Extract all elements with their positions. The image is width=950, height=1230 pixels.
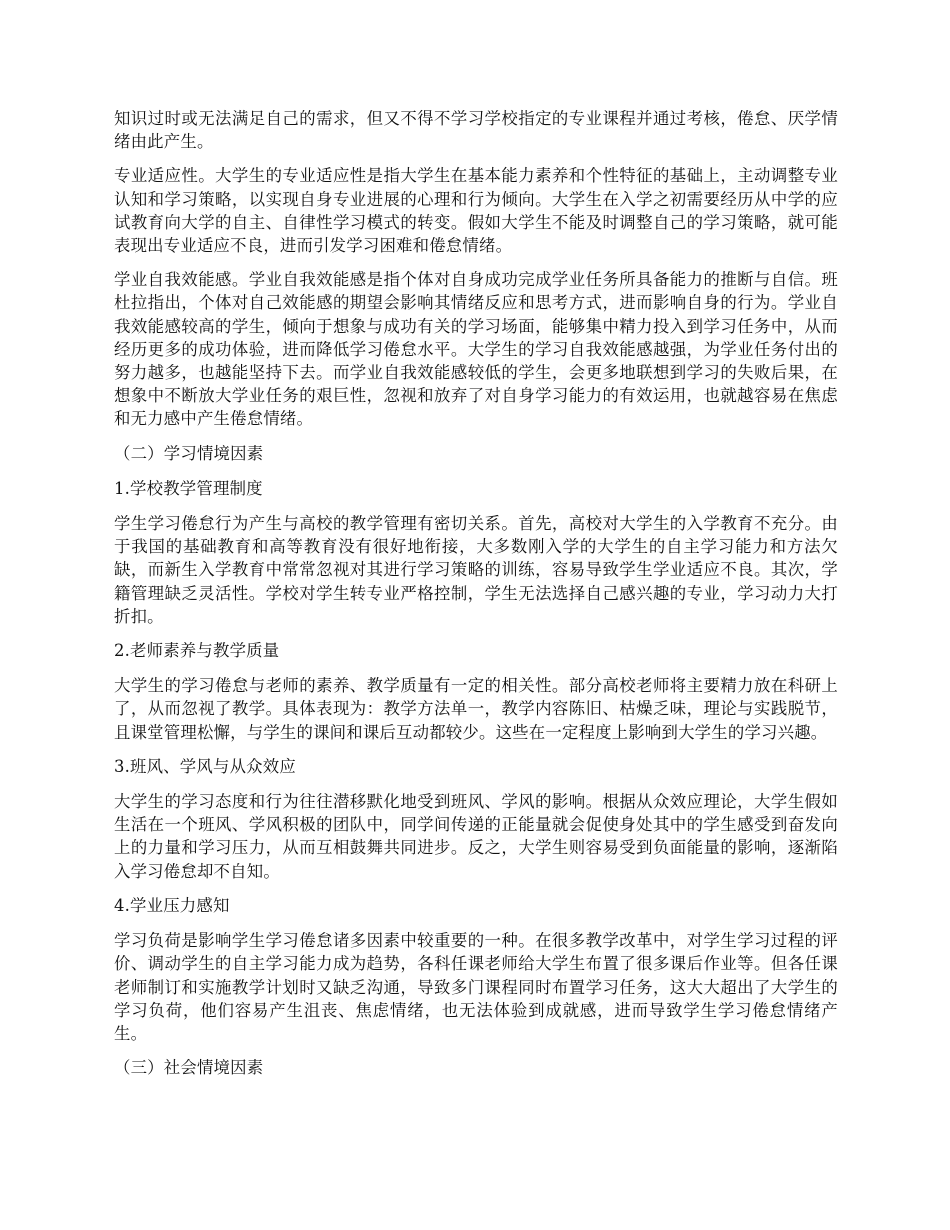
paragraph-teacher-quality: 大学生的学习倦怠与老师的素养、教学质量有一定的相关性。部分高校老师将主要精力放在科研上了，从而忽视了教学。具体表现为：教学方法单一，教学内容陈旧、枯燥乏味，理论与实践脱节，且课堂管理松懈，与学生的课间和课后互动都较少。这些在一定程度上影响到大学生的学习兴趣。 bbox=[114, 676, 838, 742]
paragraph-academic-pressure: 学习负荷是影响学生学习倦怠诸多因素中较重要的一种。在很多教学改革中，对学生学习过程的评价、调动学生的自主学习能力成为趋势，各科任课老师给大学生布置了很多课后作业等。但各任课老师制订和实施教学计划时又缺乏沟通，导致多门课程同时布置学习任务，这大大超出了大学生的学习负荷，他们容易产生沮丧、焦虑情绪，也无法体验到成就感，进而导致学生学习倦怠情绪产生。 bbox=[114, 931, 838, 1043]
subheading-teaching-management: 1.学校教学管理制度 bbox=[114, 478, 263, 498]
document-body bbox=[114, 107, 838, 1091]
section-heading-learning-context: （二）学习情境因素 bbox=[114, 443, 264, 463]
subheading-academic-pressure: 4.学业压力感知 bbox=[114, 895, 230, 915]
section-heading-social-context: （三）社会情境因素 bbox=[114, 1058, 264, 1078]
subheading-teacher-quality: 2.老师素养与教学质量 bbox=[114, 641, 280, 661]
paragraph-academic-self-efficacy: 学业自我效能感。学业自我效能感是指个体对自身成功完成学业任务所具备能力的推断与自信。班杜拉指出，个体对自己效能感的期望会影响其情绪反应和思考方式，进而影响自身的行为。学业自我效能感较高的学生，倾向于想象与成功有关的学习场面，能够集中精力投入到学习任务中，从而经历更多的成功体验，进而降低学习倦怠水平。大学生的学习自我效能感越强，为学业任务付出的努力越多，也越能坚持下去。而学业自我效能感较低的学生，会更多地联想到学习的失败后果，在想象中不断放大学业任务的艰巨性，忽视和放弃了对自身学习能力的有效运用，也就越容易在焦虑和无力感中产生倦怠情绪。 bbox=[114, 270, 838, 429]
subheading-class-style: 3.班风、学风与从众效应 bbox=[114, 756, 296, 776]
paragraph-continuation: 知识过时或无法满足自己的需求，但又不得不学习学校指定的专业课程并通过考核，倦怠、厌学情绪由此产生。 bbox=[114, 109, 838, 152]
paragraph-teaching-management: 学生学习倦怠行为产生与高校的教学管理有密切关系。首先，高校对大学生的入学教育不充分。由于我国的基础教育和高等教育没有很好地衔接，大多数刚入学的大学生的自主学习能力和方法欠缺，而新生入学教育中常常忽视对其进行学习策略的训练，容易导致学生学业适应不良。其次，学籍管理缺乏灵活性。学校对学生转专业严格控制，学生无法选择自己感兴趣的专业，学习动力大打折扣。 bbox=[114, 514, 838, 626]
paragraph-professional-adaptability: 专业适应性。大学生的专业适应性是指大学生在基本能力素养和个性特征的基础上，主动调整专业认知和学习策略，以实现自身专业进展的心理和行为倾向。大学生在入学之初需要经历从中学的应试教育向大学的自主、自律性学习模式的转变。假如大学生不能及时调整自己的学习策略，就可能表现出专业适应不良，进而引发学习困难和倦怠情绪。 bbox=[114, 166, 838, 256]
paragraph-class-style: 大学生的学习态度和行为往往潜移默化地受到班风、学风的影响。根据从众效应理论，大学生假如生活在一个班风、学风积极的团队中，同学间传递的正能量就会促使身处其中的学生感受到奋发向上的力量和学习压力，从而互相鼓舞共同进步。反之，大学生则容易受到负面能量的影响，逐渐陷入学习倦怠却不自知。 bbox=[114, 792, 838, 881]
